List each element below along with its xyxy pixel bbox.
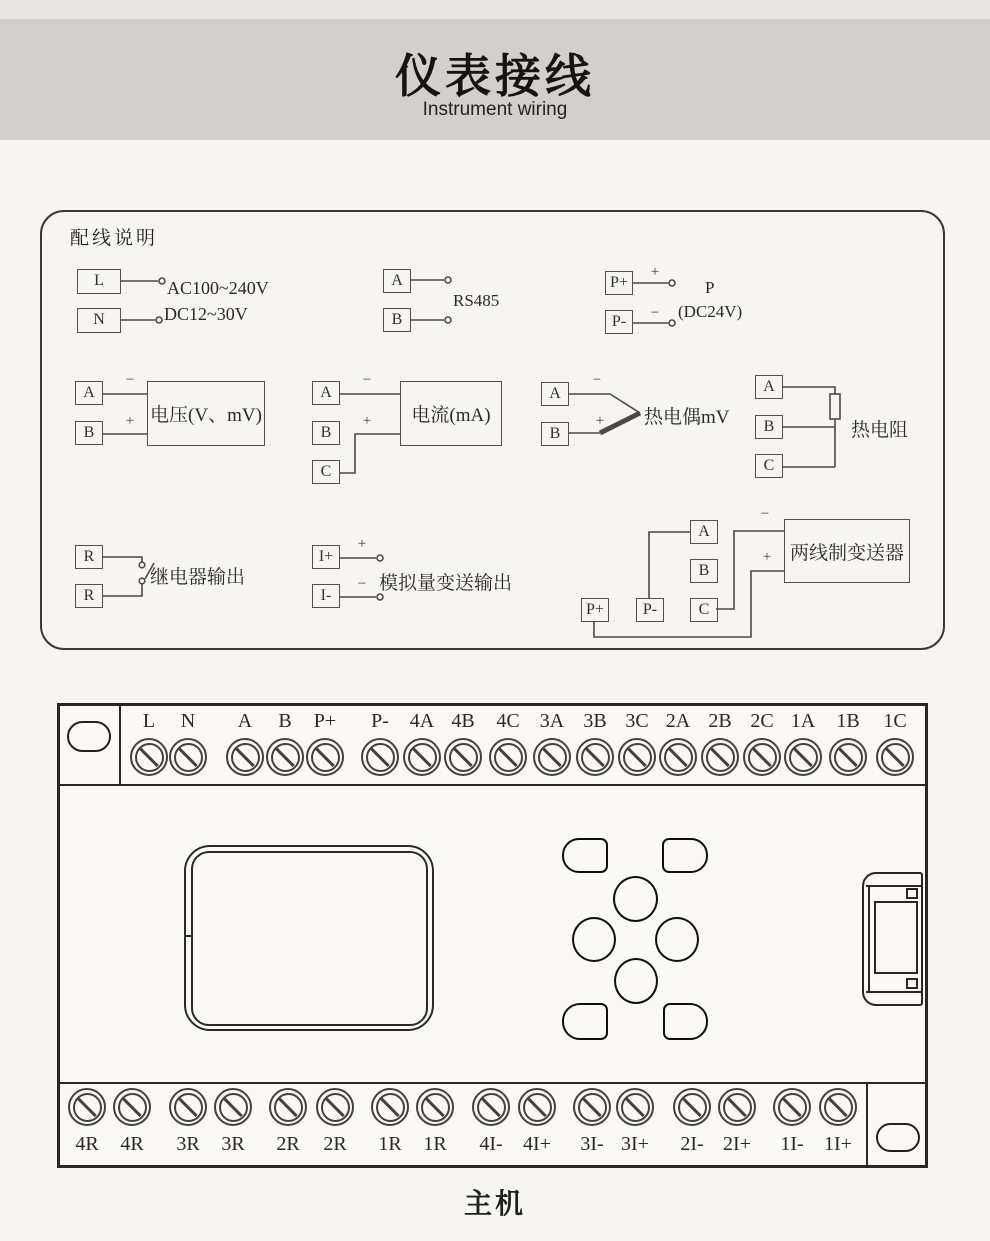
terminal-box-P-plus-tx: P+ bbox=[581, 598, 609, 622]
terminal-bottom-14: 2I+ bbox=[718, 1088, 756, 1157]
device-caption: 主机 bbox=[463, 1189, 526, 1220]
terminal-bottom-3: 3R bbox=[169, 1088, 207, 1157]
screw-icon bbox=[784, 738, 822, 776]
screw-icon bbox=[489, 738, 527, 776]
page-subtitle: Instrument wiring bbox=[422, 99, 568, 120]
terminal-top-11: 3B bbox=[576, 708, 614, 776]
terminal-box-A-tc: A bbox=[541, 382, 569, 406]
tx-plus-sign: + bbox=[762, 549, 772, 565]
terminal-top-8: 4B bbox=[444, 708, 482, 776]
terminal-box-P-minus-tx: P- bbox=[636, 598, 664, 622]
volt-minus-sign: − bbox=[125, 372, 135, 388]
screw-icon bbox=[743, 738, 781, 776]
terminal-bottom-2: 4R bbox=[113, 1088, 151, 1157]
terminal-top-7: 4A bbox=[403, 708, 441, 776]
terminal-top-4: B bbox=[266, 708, 304, 776]
power-spec-1: AC100~240V bbox=[167, 278, 269, 298]
display-notch bbox=[184, 935, 193, 937]
terminal-bottom-9: 4I- bbox=[472, 1088, 510, 1157]
connector-slot bbox=[874, 901, 918, 974]
screw-icon bbox=[169, 738, 207, 776]
terminal-top-10: 3A bbox=[533, 708, 571, 776]
wiring-notes-panel bbox=[40, 210, 945, 650]
tx-minus-sign: − bbox=[760, 506, 770, 522]
terminal-top-1: L bbox=[130, 708, 168, 776]
header-top-strip bbox=[0, 0, 990, 19]
terminal-bottom-6: 2R bbox=[316, 1088, 354, 1157]
volt-plus-sign: + bbox=[125, 413, 135, 429]
mount-hole-bottom-right bbox=[876, 1123, 920, 1152]
terminal-box-B-tc: B bbox=[541, 422, 569, 446]
tc-plus-sign: + bbox=[595, 413, 605, 429]
transmitter-box: 两线制变送器 bbox=[784, 519, 910, 583]
top-strip-divider bbox=[57, 784, 928, 786]
bottom-strip-divider bbox=[57, 1082, 928, 1084]
terminal-top-16: 1A bbox=[784, 708, 822, 776]
curr-plus-sign: + bbox=[362, 413, 372, 429]
aux-name: P bbox=[705, 278, 715, 297]
terminal-box-A-rs485: A bbox=[383, 269, 411, 293]
thermocouple-label: 热电偶mV bbox=[644, 407, 730, 428]
aout-minus-sign: − bbox=[357, 576, 367, 592]
key-down bbox=[614, 958, 658, 1004]
key-top-right bbox=[662, 838, 708, 873]
terminal-bottom-4: 3R bbox=[214, 1088, 252, 1157]
panel-title: 配线说明 bbox=[70, 228, 159, 249]
screw-icon bbox=[444, 738, 482, 776]
terminal-box-B-volt: B bbox=[75, 421, 103, 445]
aux-spec: (DC24V) bbox=[678, 302, 743, 321]
screw-icon bbox=[371, 1088, 409, 1126]
screw-icon bbox=[673, 1088, 711, 1126]
screw-icon bbox=[618, 738, 656, 776]
terminal-box-C-tx: C bbox=[690, 598, 718, 622]
terminal-bottom-10: 4I+ bbox=[518, 1088, 556, 1157]
terminal-box-P-minus: P- bbox=[605, 310, 633, 334]
current-input-box: 电流(mA) bbox=[400, 381, 502, 446]
screw-icon bbox=[214, 1088, 252, 1126]
terminal-box-C-curr: C bbox=[312, 460, 340, 484]
page-title: 仪表接线 bbox=[395, 50, 595, 102]
terminal-top-2: N bbox=[169, 708, 207, 776]
screw-icon bbox=[266, 738, 304, 776]
screw-icon bbox=[269, 1088, 307, 1126]
screw-icon bbox=[518, 1088, 556, 1126]
screw-icon bbox=[659, 738, 697, 776]
top-left-divider bbox=[119, 706, 121, 784]
terminal-box-R1: R bbox=[75, 545, 103, 569]
terminal-bottom-15: 1I- bbox=[773, 1088, 811, 1157]
terminal-box-B-tx: B bbox=[690, 559, 718, 583]
terminal-bottom-12: 3I+ bbox=[616, 1088, 654, 1157]
screw-icon bbox=[773, 1088, 811, 1126]
relay-label: 继电器输出 bbox=[150, 567, 246, 588]
screw-icon bbox=[113, 1088, 151, 1126]
terminal-bottom-11: 3I- bbox=[573, 1088, 611, 1157]
curr-minus-sign: − bbox=[362, 372, 372, 388]
screw-icon bbox=[616, 1088, 654, 1126]
connector-face-line bbox=[868, 887, 870, 991]
screw-icon bbox=[472, 1088, 510, 1126]
screw-icon bbox=[226, 738, 264, 776]
connector-notch-top bbox=[906, 888, 918, 899]
terminal-box-L: L bbox=[77, 269, 121, 294]
aux-plus-sign: + bbox=[650, 264, 660, 280]
terminal-bottom-1: 4R bbox=[68, 1088, 106, 1157]
terminal-top-5: P+ bbox=[306, 708, 344, 776]
power-spec-2: DC12~30V bbox=[164, 304, 248, 324]
terminal-box-B-curr: B bbox=[312, 421, 340, 445]
screw-icon bbox=[316, 1088, 354, 1126]
key-right bbox=[655, 917, 699, 962]
screw-icon bbox=[361, 738, 399, 776]
screw-icon bbox=[701, 738, 739, 776]
terminal-bottom-13: 2I- bbox=[673, 1088, 711, 1157]
display-window bbox=[184, 845, 434, 1031]
terminal-top-14: 2B bbox=[701, 708, 739, 776]
screw-icon bbox=[68, 1088, 106, 1126]
terminal-box-N: N bbox=[77, 308, 121, 333]
rs485-label: RS485 bbox=[453, 291, 500, 310]
terminal-box-R2: R bbox=[75, 584, 103, 608]
key-top-left bbox=[562, 838, 608, 873]
mount-hole-top-left bbox=[67, 721, 111, 752]
terminal-box-A-rtd: A bbox=[755, 375, 783, 399]
terminal-bottom-7: 1R bbox=[371, 1088, 409, 1157]
key-bottom-left bbox=[562, 1003, 608, 1040]
analog-out-label: 模拟量变送输出 bbox=[379, 573, 513, 594]
screw-icon bbox=[573, 1088, 611, 1126]
screw-icon bbox=[306, 738, 344, 776]
voltage-input-box: 电压(V、mV) bbox=[147, 381, 265, 446]
screw-icon bbox=[819, 1088, 857, 1126]
bottom-right-divider bbox=[866, 1084, 868, 1165]
terminal-bottom-16: 1I+ bbox=[819, 1088, 857, 1157]
screw-icon bbox=[533, 738, 571, 776]
terminal-top-6: P- bbox=[361, 708, 399, 776]
terminal-bottom-8: 1R bbox=[416, 1088, 454, 1157]
terminal-box-P-plus: P+ bbox=[605, 271, 633, 295]
screw-icon bbox=[403, 738, 441, 776]
tc-minus-sign: − bbox=[592, 372, 602, 388]
rtd-label: 热电阻 bbox=[851, 420, 909, 441]
terminal-top-17: 1B bbox=[829, 708, 867, 776]
screw-icon bbox=[576, 738, 614, 776]
key-left bbox=[572, 917, 616, 962]
terminal-box-I-plus: I+ bbox=[312, 545, 340, 569]
terminal-top-12: 3C bbox=[618, 708, 656, 776]
display-screen bbox=[191, 851, 428, 1026]
terminal-box-I-minus: I- bbox=[312, 584, 340, 608]
terminal-box-C-rtd: C bbox=[755, 454, 783, 478]
screw-icon bbox=[130, 738, 168, 776]
terminal-top-18: 1C bbox=[876, 708, 914, 776]
screw-icon bbox=[876, 738, 914, 776]
terminal-bottom-5: 2R bbox=[269, 1088, 307, 1157]
connector-line-top bbox=[866, 885, 923, 887]
terminal-box-A-curr: A bbox=[312, 381, 340, 405]
terminal-top-15: 2C bbox=[743, 708, 781, 776]
terminal-top-3: A bbox=[226, 708, 264, 776]
screw-icon bbox=[718, 1088, 756, 1126]
terminal-box-B-rs485: B bbox=[383, 308, 411, 332]
terminal-top-9: 4C bbox=[489, 708, 527, 776]
aout-plus-sign: + bbox=[357, 536, 367, 552]
screw-icon bbox=[169, 1088, 207, 1126]
connector-notch-bottom bbox=[906, 978, 918, 989]
key-up bbox=[613, 876, 658, 922]
screw-icon bbox=[829, 738, 867, 776]
terminal-box-B-rtd: B bbox=[755, 415, 783, 439]
terminal-top-13: 2A bbox=[659, 708, 697, 776]
aux-minus-sign: − bbox=[650, 305, 660, 321]
terminal-box-A-tx: A bbox=[690, 520, 718, 544]
connector-line-bottom bbox=[866, 991, 923, 993]
key-bottom-right bbox=[663, 1003, 708, 1040]
screw-icon bbox=[416, 1088, 454, 1126]
terminal-box-A-volt: A bbox=[75, 381, 103, 405]
